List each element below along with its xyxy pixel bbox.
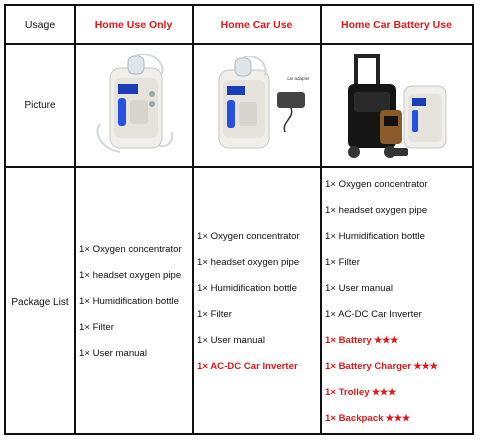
- priority-stars: ★★★: [383, 413, 410, 424]
- package-item-text: 1× AC-DC Car Inverter: [325, 309, 422, 320]
- package-item: [325, 231, 438, 257]
- header-home-use-only: Home Use Only: [94, 18, 173, 31]
- row-divider: [6, 43, 472, 45]
- row-label-picture: Picture: [24, 99, 56, 111]
- battery-trolley-kit-image: [340, 52, 458, 162]
- header-usage: Usage: [24, 18, 56, 31]
- package-item-text: 1× Oxygen concentrator: [325, 179, 428, 190]
- package-item-text: 1× Humidification bottle: [197, 283, 297, 294]
- package-item-text: 1× Humidification bottle: [325, 231, 425, 242]
- package-item: [325, 361, 438, 387]
- package-item-text: 1× Trolley: [325, 387, 370, 398]
- package-item: [197, 257, 300, 283]
- package-item: [197, 283, 300, 309]
- header-home-car-battery-use: Home Car Battery Use: [341, 18, 452, 31]
- oxygen-concentrator-with-car-adapter-image: [211, 56, 315, 160]
- package-item: [197, 231, 300, 257]
- package-item: [197, 361, 300, 387]
- package-item-text: 1× User manual: [325, 283, 393, 294]
- package-item: [325, 309, 438, 335]
- package-item: [197, 335, 300, 361]
- package-item-text: 1× AC-DC Car Inverter: [197, 361, 298, 372]
- row-divider: [6, 166, 472, 168]
- package-list-home-use: [79, 244, 182, 374]
- package-item: [325, 283, 438, 309]
- package-item: [79, 296, 182, 322]
- column-divider: [192, 6, 194, 433]
- package-item: [79, 322, 182, 348]
- package-item: [325, 335, 438, 361]
- package-item-text: 1× Oxygen concentrator: [197, 231, 300, 242]
- package-item-text: 1× Humidification bottle: [79, 296, 179, 307]
- column-divider: [74, 6, 76, 433]
- package-item-text: 1× Filter: [197, 309, 232, 320]
- package-item-text: 1× User manual: [79, 348, 147, 359]
- package-item-text: 1× Battery: [325, 335, 372, 346]
- priority-stars: ★★★: [411, 361, 438, 372]
- package-item-text: 1× headset oxygen pipe: [79, 270, 182, 281]
- header-home-car-use: Home Car Use: [220, 18, 293, 31]
- package-item: [79, 348, 182, 374]
- package-item-text: 1× Filter: [325, 257, 360, 268]
- package-item: [325, 413, 438, 439]
- package-list-home-car-use: [197, 231, 300, 387]
- package-item-text: 1× Oxygen concentrator: [79, 244, 182, 255]
- column-divider: [320, 6, 322, 433]
- package-item: [197, 309, 300, 335]
- package-item-text: 1× Filter: [79, 322, 114, 333]
- priority-stars: ★★★: [369, 387, 396, 398]
- priority-stars: ★★★: [371, 335, 399, 346]
- package-item: [79, 244, 182, 270]
- package-item-text: 1× headset oxygen pipe: [197, 257, 300, 268]
- package-item-text: 1× User manual: [197, 335, 265, 346]
- package-item: [325, 257, 438, 283]
- package-item-text: 1× headset oxygen pipe: [325, 205, 428, 216]
- package-item: [79, 270, 182, 296]
- package-item: [325, 179, 438, 205]
- row-label-package-list: Package List: [11, 296, 69, 308]
- package-comparison-table: [4, 4, 474, 435]
- oxygen-concentrator-image: [96, 54, 176, 158]
- package-item: [325, 387, 438, 413]
- car-adapter-label: car adapter: [287, 76, 310, 81]
- package-item: [325, 205, 438, 231]
- package-list-home-car-battery-use: [325, 179, 438, 439]
- package-item-text: 1× Backpack: [325, 413, 384, 424]
- package-item-text: 1× Battery Charger: [325, 361, 412, 372]
